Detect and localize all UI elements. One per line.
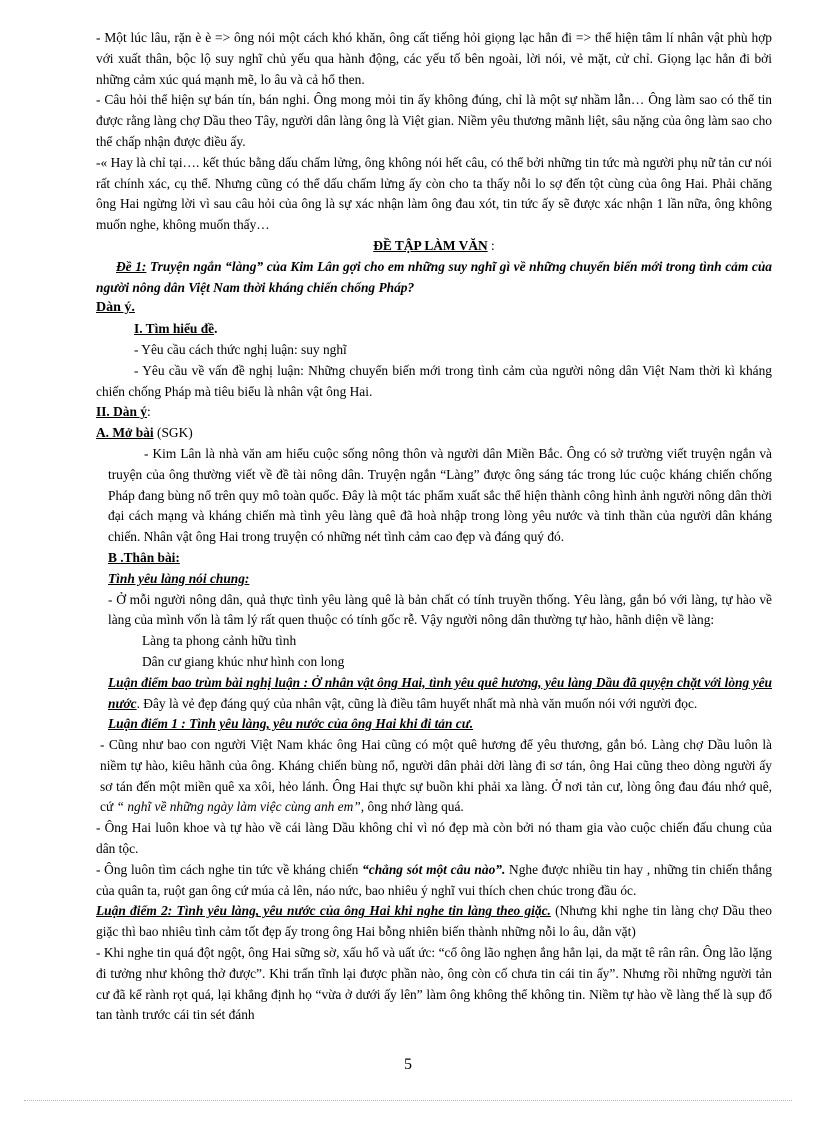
- point1-paragraph-3: - Ông luôn tìm cách nghe tin tức về kháng chiến “chẳng sót một câu nào”. Nghe được nhiều tin hay , những tin chiến thắng của quân ta, ruột gan ông cứ múa cả lên, náo nức, bao nhiêu ý nghĩ vui thích chen chúc trong đầu óc.: [96, 861, 772, 898]
- outline-title: Dàn ý.: [96, 300, 135, 316]
- body-paragraph-love: - Ở mỗi người nông dân, quả thực tình yêu làng quê là bản chất có tính truyền thống. Yêu làng, gắn bó với làng, tự hào về làng của mình vốn là tâm lý rất quen thuộc có tính gốc rễ. Vậy người nông dân thường tự hào, hãnh diện về làng:: [108, 591, 772, 628]
- body-heading: B .Thân bài:: [108, 549, 180, 565]
- part1-line-method: - Yêu cầu cách thức nghị luận: suy nghĩ: [134, 341, 347, 357]
- document-page: [96, 28, 772, 1026]
- point1-heading: Luận điểm 1 : Tình yêu làng, yêu nước của ông Hai khi đi tản cư.: [108, 716, 474, 732]
- main-thesis: Luận điểm bao trùm bài nghị luận : Ở nhân vật ông Hai, tình yêu quê hương, yêu làng Dầu đã quyện chặt với lòng yêu nước. Đây là vẻ đẹp đáng quý của nhân vật, cũng là điều tâm huyết nhất mà nhà văn muốn nói với người đọc.: [108, 674, 772, 711]
- paragraph-ellipsis: -« Hay là chỉ tại…. kết thúc bằng dấu chấm lửng, ông không nói hết câu, có thể bởi những tin tức mà người phụ nữ tản cư nói rất chính xác, cụ thể. Nhưng cũng có thể dấu chấm lửng ấy còn cho ta thấy nỗi lo sợ đến tột cùng của ông Hai. Phải chăng ông Hai ngừng lời vì sau câu hỏi của ông là sự xác nhận làm ông đau xót, tin tức ấy sẽ được xác nhận 1 lần nữa, ông không muốn nghe, không muốn thấy…: [96, 154, 772, 233]
- paragraph-reaction: - Một lúc lâu, rặn è è => ông nói một cách khó khăn, ông cất tiếng hỏi giọng lạc hẳn đi => thể hiện tâm lí nhân vật phù hợp với xuất thân, bộc lộ suy nghĩ chủ yếu qua hành động, các yếu tố bên ngoài, lời nói, vẻ mặt, cử chỉ. Giọng lạc hẳn đi bởi những cảm xúc quá mạnh mẽ, lo âu và cả hổ then.: [96, 30, 772, 87]
- part1-line-issue: - Yêu cầu về vấn đề nghị luận: Những chuyển biến mới trong tình cảm của người nông dân Việt Nam thời kì kháng chiến chống Pháp mà tiêu biểu là nhân vật ông Hai.: [96, 362, 772, 399]
- intro-heading: A. Mở bài (SGK): [96, 425, 193, 441]
- point1-paragraph-2: - Ông Hai luôn khoe và tự hào về cái làng Dầu không chỉ vì nó đẹp mà còn bởi nó tham gia vào cuộc chiến đấu chung của dân tộc.: [96, 820, 772, 857]
- section-title: ĐỀ TẬP LÀM VĂN :: [373, 237, 495, 253]
- verse-line-2: Dân cư giang khúc như hình con long: [142, 653, 345, 669]
- essay-prompt: [96, 257, 772, 299]
- part2-heading: II. Dàn ý:: [96, 404, 151, 420]
- page-number: 5: [404, 1056, 412, 1073]
- point1-paragraph-1: - Cũng như bao con người Việt Nam khác ông Hai cũng có một quê hương để yêu thương, gắn bó. Làng chợ Dầu luôn là niềm tự hào, kiêu hãnh của ông. Kháng chiến bùng nổ, người dân phải dời làng đi sơ tán, ông Hai cũng theo dòng người ấy sơ tán đến một miền quê xa xôi, hẻo lánh. Ông Hai thực sự buồn khi phải xa làng. Ở nơi tản cư, lòng ông đau đáu nhớ quê, cứ “ nghĩ về những ngày làm việc cùng anh em”, ông nhớ làng quá.: [100, 737, 772, 815]
- prompt-label: Đề 1:: [116, 258, 147, 274]
- footer-divider: [24, 1100, 792, 1101]
- prompt-text: Truyện ngắn “làng” của Kim Lân gợi cho em những suy nghĩ gì về những chuyển biến mới trong tình cảm của người nông dân Việt Nam thời kháng chiến chống Pháp?: [96, 258, 772, 295]
- point2-heading: Luận điểm 2: Tình yêu làng, yêu nước của ông Hai khi nghe tin làng theo giặc. (Nhưng khi nghe tin làng chợ Dầu theo giặc thì bao nhiêu tình cảm tốt đẹp ấy trong ông Hai bỗng nhiên biến thành những nỗi lo âu, dằn vặt): [96, 903, 772, 940]
- paragraph-question: - Câu hỏi thể hiện sự bán tín, bán nghi. Ông mong mỏi tin ấy không đúng, chỉ là một sự nhầm lẫn… Ông làm sao có thể tin được rằng làng chợ Dầu theo Tây, người dân làng ông là Việt gian. Niềm yêu thương mãnh liệt, sâu nặng của ông làm sao cho thể chấp nhận được điều ấy.: [96, 92, 772, 149]
- point2-paragraph-1: - Khi nghe tin quá đột ngột, ông Hai sững sờ, xấu hổ và uất ức: “cổ ông lão nghẹn ắng hẳn lại, da mặt tê rân rân. Ông lão lặng đi tưởng như không thở được”. Khi trấn tĩnh lại được phần nào, ông còn cố chưa tin cái tin ấy”. Nhưng rồi những người tản cư đã kể rành rọt quá, lại khẳng định họ “vừa ở dưới ấy lên” làm ông không thể không tin. Niềm tự hào về làng thế là sụp đổ tan tành trước cái tin sét đánh: [96, 945, 772, 1023]
- intro-text: - Kim Lân là nhà văn am hiểu cuộc sống nông thôn và người dân Miền Bắc. Ông có sở trường viết truyện ngắn và truyện của ông thường viết về đề tài nông dân. Truyện ngắn “Làng” được ông sáng tác trong lúc cuộc kháng chiến chống Pháp đang bùng nổ trên quy mô toàn quốc. Đây là một tác phẩm xuất sắc thể hiện thành công hình ảnh người nông dân thời đại cách mạng và kháng chiến mà tình yêu làng quê đã hoà nhập trong lòng yêu nước và tinh thần của người dân kháng chiến. Nhân vật ông Hai trong truyện có những nét tình cảm cao đẹp và đáng quý đó.: [108, 445, 772, 545]
- verse-line-1: Làng ta phong cảnh hữu tình: [142, 633, 297, 649]
- part1-heading: I. Tìm hiểu đề.: [134, 321, 218, 337]
- section-title-text: ĐỀ TẬP LÀM VĂN: [373, 237, 488, 253]
- body-subheading: Tình yêu làng nói chung:: [108, 570, 250, 586]
